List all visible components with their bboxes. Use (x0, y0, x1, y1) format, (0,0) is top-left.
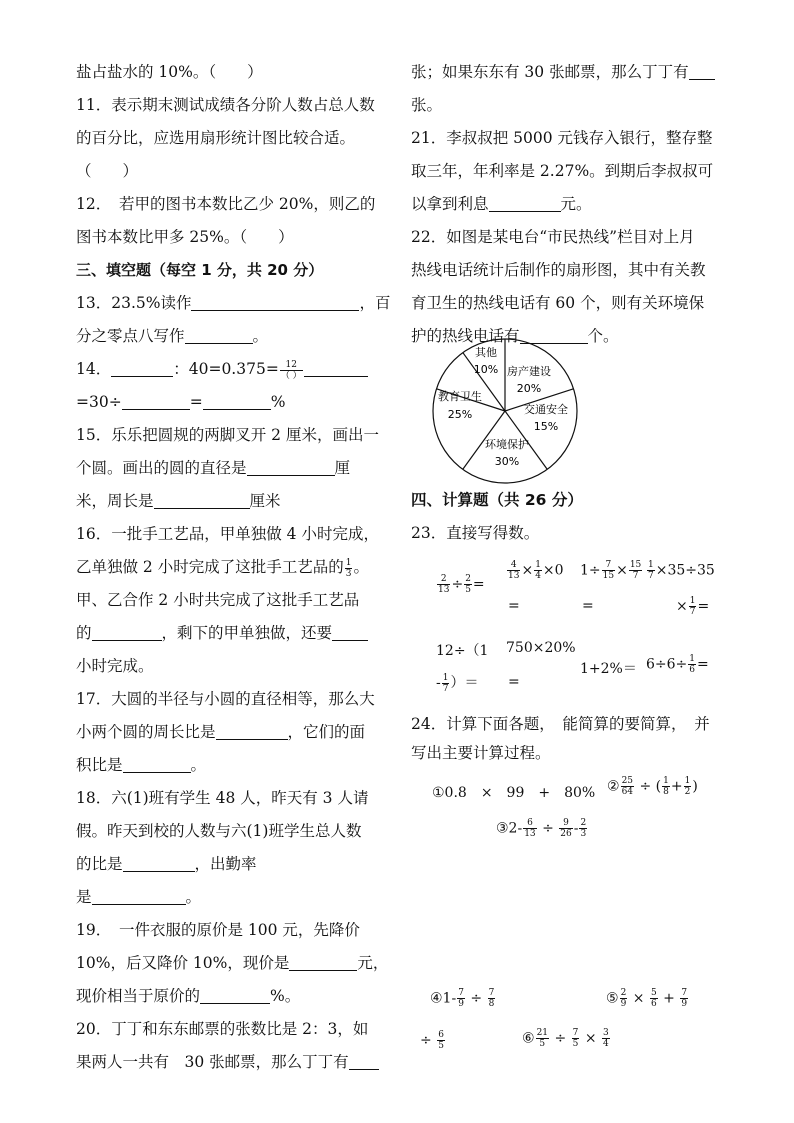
q24-expr-4: ④1- $\frac{7}{9}$ ÷ $\frac{7}{8}$ (430, 988, 495, 1009)
q18-blank-2[interactable] (92, 886, 186, 905)
q22-line4: 护的热线电话有 个。 (411, 327, 619, 345)
q23-expr-6: 750×20% (506, 640, 576, 656)
q19-blank-2[interactable] (200, 985, 270, 1004)
q14-blank-1[interactable] (111, 358, 173, 377)
q16-line5: 小时完成。 (76, 657, 154, 675)
q21-line1: 21．李叔叔把 5000 元钱存入银行，整存整 (411, 129, 713, 147)
q14-blank-4[interactable] (203, 391, 271, 410)
q22-line2: 热线电话统计后制作的扇形图，其中有关教 (411, 261, 706, 279)
q20-blank-1[interactable] (349, 1051, 379, 1070)
q24-expr-5-continued: ÷ $\frac{6}{5}$ (420, 1030, 444, 1051)
q23-expr-3-equals: = (582, 598, 594, 614)
q13-line1: 13．23.5%读作 ，百 (76, 294, 391, 312)
q24-expr-6: ⑥ $\frac{21}{5}$ ÷ $\frac{7}{5}$ × $\frac{3}{4}$ (522, 1028, 609, 1049)
section-4-heading: 四、计算题（共 26 分） (411, 491, 583, 509)
q21-blank[interactable] (489, 193, 561, 212)
q12-line2: 图书本数比甲多 25%。（ ） (76, 228, 294, 246)
q11-answer-blank[interactable]: （ ） (76, 162, 139, 180)
q13-line2: 分之零点八写作 。 (76, 327, 269, 345)
q21-line3: 以拿到利息 元。 (411, 195, 592, 213)
q18-line1: 18．六(1)班有学生 48 人，昨天有 3 人请 (76, 789, 369, 807)
q17-line2: 小两个圆的周长比是 ，它们的面 (76, 723, 366, 741)
q20-line2: 果两人一共有 30 张邮票，那么丁丁有 (76, 1046, 388, 1079)
q14-blank-3[interactable] (122, 391, 190, 410)
q24-line1: 24．计算下面各题， 能简算的要简算， 并 (411, 715, 710, 733)
q23-expr-2-equals: = (508, 598, 520, 614)
q16-line1: 16．一批手工艺品，甲单独做 4 小时完成， (76, 525, 379, 543)
q15-line3: 米，周长是 厘米 (76, 492, 281, 510)
q24-expr-3: ③2- $\frac{6}{13}$ ÷ $\frac{9}{26}$ - $\frac{2}{3}$ (496, 818, 587, 839)
q15-line2: 个圆。画出的圆的直径是 厘 (76, 459, 351, 477)
q23-expr-7: 1+2%＝ (580, 661, 637, 677)
q22-line1: 22．如图是某电台“市民热线”栏目对上月 (411, 228, 695, 246)
slice-pct-other: 10% (473, 363, 499, 376)
hotline-pie-chart (430, 336, 580, 486)
right-column (411, 56, 729, 353)
q19-blank-1[interactable] (289, 952, 357, 971)
q16-blank-2[interactable] (332, 622, 368, 641)
q24-expr-1: ①0.8 × 99 + 80% (432, 785, 596, 801)
q16-blank-1[interactable] (92, 622, 162, 641)
q23-heading: 23．直接写得数。 (411, 524, 540, 542)
q10-tail: 盐占盐水的 10%。（ ） (76, 63, 263, 81)
q13-blank-2[interactable] (185, 325, 253, 344)
q23-expr-6-equals: = (508, 674, 520, 690)
q23-expr-8: 6÷6÷ $\frac{1}{6}$ = (646, 654, 709, 675)
slice-label-education: 教育卫生 (438, 390, 482, 403)
slice-pct-environment: 30% (494, 455, 520, 468)
q20-blank-2[interactable] (689, 61, 715, 80)
q19-line3: 现价相当于原价的 %。 (76, 987, 301, 1005)
q20-line4: 张。 (411, 96, 443, 114)
q23-expr-1: $\frac{2}{13}$ ÷ $\frac{2}{5}$ = (438, 574, 485, 595)
q18-line2: 假。昨天到校的人数与六(1)班学生总人数 (76, 822, 362, 840)
q23-expr-2: $\frac{4}{13}$ × $\frac{1}{4}$ ×0 (508, 560, 564, 581)
q14-blank-2[interactable] (304, 358, 368, 377)
q20-line3: 张；如果东东有 30 张邮票，那么丁丁有 (411, 56, 729, 89)
q16-line2: 乙单独做 2 小时完成了这批手工艺品的 $\frac{1}{3}$ 。 (76, 557, 369, 579)
q23-expr-5-line1: 12÷（1 (436, 643, 489, 659)
q15-blank-1[interactable] (247, 457, 335, 476)
q22-line3: 育卫生的热线电话有 60 个，则有关环境保 (411, 294, 705, 312)
q23-expr-4: $\frac{1}{7}$ ×35÷35 (648, 560, 715, 581)
q14-line1: 14． ：40=0.375= $\frac{12}{( )}$ (76, 353, 388, 386)
q17-blank-1[interactable] (216, 721, 288, 740)
slice-label-traffic: 交通安全 (524, 403, 568, 416)
q11-line1: 11．表示期末测试成绩各分阶人数占总人数 (76, 96, 375, 114)
q14-fraction: $\frac{12}{( )}$ (280, 359, 302, 381)
q16-fraction: $\frac{1}{3}$ (345, 557, 352, 579)
q23-expr-5-line2: - $\frac{1}{7}$ ）＝ (436, 672, 479, 694)
q21-line2: 取三年，年利率是 2.27%。到期后李叔叔可 (411, 162, 714, 180)
q12-line1: 12． 若甲的图书本数比乙少 20%，则乙的 (76, 195, 376, 213)
q17-line1: 17．大圆的半径与小圆的直径相等，那么大 (76, 690, 375, 708)
slice-pct-education: 25% (447, 408, 473, 421)
q17-blank-2[interactable] (123, 754, 191, 773)
q18-line4: 是 。 (76, 888, 202, 906)
q13-blank-1[interactable] (191, 292, 359, 311)
q16-line3: 甲、乙合作 2 小时共完成了这批手工艺品 (76, 591, 360, 609)
q16-line4: 的 ，剩下的甲单独做，还要 (76, 617, 388, 650)
q18-blank-1[interactable] (123, 853, 195, 872)
slice-label-environment: 环境保护 (485, 438, 529, 451)
q15-line1: 15．乐乐把圆规的两脚叉开 2 厘米，画出一 (76, 426, 379, 444)
q19-line1: 19． 一件衣服的原价是 100 元，先降价 (76, 921, 360, 939)
slice-label-housing: 房产建设 (507, 365, 551, 378)
q20-line1: 20．丁丁和东东邮票的张数比是 2：3，如 (76, 1020, 369, 1038)
slice-pct-housing: 20% (516, 382, 542, 395)
left-column (76, 56, 391, 1079)
q23-expr-4-b: × $\frac{1}{7}$ = (676, 596, 710, 617)
slice-pct-traffic: 15% (533, 420, 559, 433)
q23-expr-3: 1÷ $\frac{7}{15}$ × $\frac{15}{7}$ (580, 560, 642, 581)
q14-line2: =30÷ = % (76, 393, 286, 411)
section-3-heading: 三、填空题（每空 1 分，共 20 分） (76, 261, 324, 279)
q19-line2: 10%，后又降价 10%，现价是 元， (76, 954, 389, 972)
slice-label-other: 其他 (475, 346, 497, 359)
q15-blank-2[interactable] (154, 490, 250, 509)
q24-line2: 写出主要计算过程。 (411, 744, 551, 762)
q11-line2: 的百分比，应选用扇形统计图比较合适。 (76, 129, 356, 147)
q24-expr-2: ② $\frac{25}{64}$ ÷ ( $\frac{1}{8}$ + $\frac{1}{2}$ ) (607, 776, 698, 797)
q24-expr-5: ⑤ $\frac{2}{9}$ × $\frac{5}{6}$ + $\frac{7}{9}$ (606, 988, 688, 1009)
q18-line3: 的比是 ，出勤率 (76, 855, 257, 873)
q17-line3: 积比是 。 (76, 756, 207, 774)
